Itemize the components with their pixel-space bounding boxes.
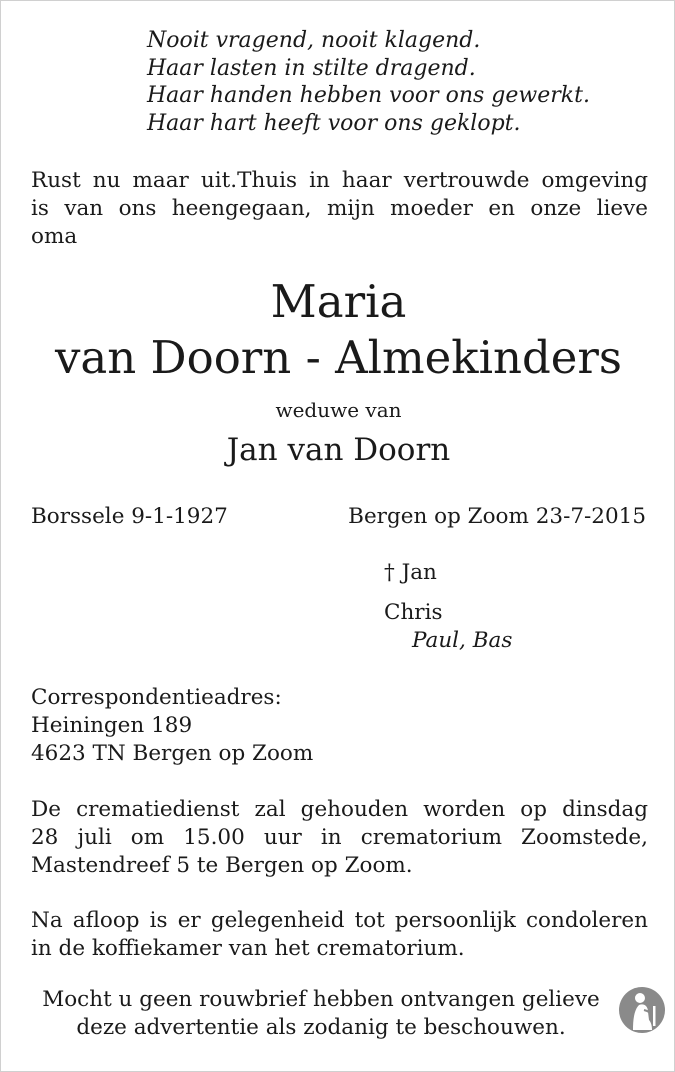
correspondence-address	[31, 684, 313, 768]
intro-paragraph	[31, 167, 648, 251]
intro-line: Rust nu maar uit.Thuis in haar vertrouwde omgeving	[31, 168, 648, 193]
intro-line: oma	[31, 224, 78, 249]
address-line: 4623 TN Bergen op Zoom	[31, 741, 314, 766]
poem-line: Nooit vragend, nooit klagend.	[147, 28, 481, 53]
mourning-figure-icon	[618, 986, 666, 1034]
address-line: Correspondentieadres:	[31, 685, 282, 710]
deceased-first-name: Maria	[270, 275, 407, 328]
condolence-line: in de koffiekamer van het crematorium.	[31, 936, 465, 961]
condolence-paragraph	[31, 907, 648, 963]
service-line: Mastendreef 5 te Bergen op Zoom.	[31, 853, 413, 878]
poem-line: Haar lasten in stilte dragend.	[147, 55, 476, 81]
service-line: 28 juli om 15.00 uur in crematorium Zoomstede,	[31, 825, 648, 850]
family-member: Chris	[384, 600, 443, 625]
birth-place-date: Borssele 9-1-1927	[31, 504, 228, 529]
footer-line: deze advertentie als zodanig te beschouwen.	[76, 1015, 566, 1040]
footer-line: Mocht u geen rouwbrief hebben ontvangen gelieve	[42, 987, 600, 1012]
service-line: De crematiedienst zal gehouden worden op dinsdag	[31, 797, 648, 822]
widow-of-label: weduwe van	[275, 398, 402, 422]
service-paragraph	[31, 796, 648, 880]
poem-line: Haar hart heeft voor ons geklopt.	[147, 110, 521, 136]
footer-note	[1, 986, 641, 1042]
intro-line: is van ons heengegaan, mijn moeder en onze lieve	[31, 196, 648, 221]
condolence-line: Na afloop is er gelegenheid tot persoonlijk condoleren	[31, 908, 648, 933]
family-grandchildren: Paul, Bas	[412, 628, 513, 653]
death-place-date: Bergen op Zoom 23-7-2015	[348, 504, 646, 529]
poem-line: Haar handen hebben voor ons gewerkt.	[147, 83, 590, 108]
address-line: Heiningen 189	[31, 713, 193, 738]
family-member-deceased: † Jan	[384, 560, 437, 585]
poem	[147, 27, 590, 137]
deceased-surname: van Doorn - Almekinders	[55, 331, 622, 384]
spouse-name: Jan van Doorn	[226, 432, 451, 468]
